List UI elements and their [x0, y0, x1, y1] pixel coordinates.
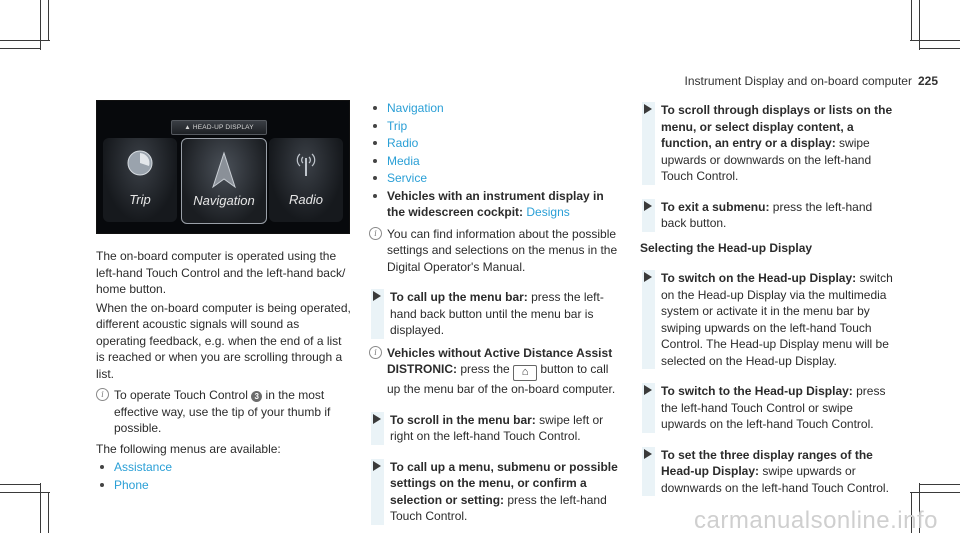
callout-badge: 3	[251, 391, 262, 402]
menu-link-radio[interactable]: Radio	[369, 135, 624, 152]
menu-link-assistance[interactable]: Assistance	[96, 459, 352, 476]
section-heading: Selecting the Head-up Display	[640, 240, 813, 255]
crop-mark	[920, 48, 960, 49]
step-call-up-menu-bar: To call up the menu bar: press the left-hand back button until the menu bar is displayed.	[369, 289, 624, 339]
column-1	[96, 100, 352, 494]
info-note: i To operate Touch Control 3 in the most effective way, use the tip of your thumb if possible.	[96, 387, 352, 437]
tile-trip-label: Trip	[129, 191, 151, 207]
crop-mark	[0, 492, 50, 493]
menu-link-service[interactable]: Service	[369, 170, 624, 187]
menu-link-trip[interactable]: Trip	[369, 118, 624, 135]
trip-icon	[125, 148, 155, 178]
step-arrow-icon	[644, 272, 652, 282]
step-arrow-icon	[644, 201, 652, 211]
crop-mark	[48, 0, 49, 40]
crop-mark	[0, 48, 40, 49]
crop-mark	[919, 0, 920, 50]
menu-list	[96, 459, 352, 493]
tile-radio-label: Radio	[289, 191, 323, 207]
designs-link[interactable]: Designs	[526, 205, 570, 219]
tile-trip	[103, 138, 177, 222]
crop-mark	[0, 484, 40, 485]
column-3	[640, 100, 900, 502]
menu-item-widescreen: Vehicles with an instrument display in the widescreen cockpit: Designs	[369, 188, 624, 221]
running-header	[685, 73, 938, 90]
crop-mark	[920, 484, 960, 485]
acoustic-paragraph: When the on-board computer is being operated, different acoustic signals will sound as operating feedback, e.g. when the end of a list is reached or when you are scrolling through a list.	[96, 300, 351, 381]
crop-mark	[911, 0, 912, 40]
step-call-up-menu: To call up a menu, submenu or possible settings on the menu, or confirm a selection or setting: press the left-hand Touch Control.	[369, 459, 624, 525]
step-arrow-icon	[644, 104, 652, 114]
step-arrow-icon	[644, 449, 652, 459]
info-icon: i	[96, 388, 109, 401]
tile-radio	[269, 138, 343, 222]
section-title: Instrument Display and on-board computer	[684, 74, 912, 88]
step-arrow-icon	[644, 385, 652, 395]
step-switch-on-hud: To switch on the Head-up Display: switch on the Head-up Display via the multimedia system or activate it in the menu bar by swiping upwards on the left-hand Touch Control. The Head-up Display menu will be selected on the Head-up Display.	[640, 270, 900, 369]
step-scroll-displays: To scroll through displays or lists on the menu, or select display content, a function, an entry or a display: swipe upwards or downwards on the left-hand Touch Control.	[640, 102, 900, 185]
page-number: 225	[917, 74, 938, 88]
home-button-icon: ⌂	[513, 365, 537, 381]
navigation-arrow-icon	[211, 151, 237, 189]
info-icon: i	[369, 346, 382, 359]
crop-mark	[910, 40, 960, 41]
menu-link-phone[interactable]: Phone	[96, 477, 352, 494]
crop-mark	[48, 493, 49, 533]
step-arrow-icon	[373, 414, 381, 424]
menus-intro: The following menus are available:	[96, 441, 281, 456]
step-switch-to-hud: To switch to the Head-up Display: press the left-hand Touch Control or swipe upwards on the left-hand Touch Control.	[640, 383, 900, 433]
head-up-display-bar: ▲ HEAD-UP DISPLAY	[171, 120, 267, 135]
radio-antenna-icon	[292, 148, 320, 178]
menu-list-continued	[369, 100, 624, 221]
intro-paragraph: The on-board computer is operated using the left-hand Touch Control and the left-hand back/ home button.	[96, 249, 346, 296]
menu-link-media[interactable]: Media	[369, 153, 624, 170]
crop-mark	[40, 0, 41, 50]
tile-navigation-label: Navigation	[193, 192, 255, 208]
step-exit-submenu: To exit a submenu: press the left-hand back button.	[640, 199, 900, 232]
menu-link-navigation[interactable]: Navigation	[369, 100, 624, 117]
step-arrow-icon	[373, 461, 381, 471]
info-icon: i	[369, 227, 382, 240]
step-arrow-icon	[373, 291, 381, 301]
step-scroll-menu-bar: To scroll in the menu bar: swipe left or right on the left-hand Touch Control.	[369, 412, 624, 445]
info-note-settings: i You can find information about the possible settings and selections on the menus in the Digital Operator's Manual.	[369, 226, 624, 276]
column-2	[369, 100, 624, 531]
crop-mark	[0, 40, 50, 41]
tile-navigation	[181, 138, 267, 224]
crop-mark	[910, 492, 960, 493]
display-screenshot	[96, 100, 350, 234]
crop-mark	[40, 483, 41, 533]
step-set-display-ranges: To set the three display ranges of the Head-up Display: swipe upwards or downwards on the left-hand Touch Control.	[640, 447, 900, 497]
info-note-distronic: i Vehicles without Active Distance Assist DISTRONIC: press the ⌂ button to call up the menu bar of the on-board computer.	[369, 345, 624, 398]
watermark: carmanualsonline.info	[694, 506, 938, 534]
